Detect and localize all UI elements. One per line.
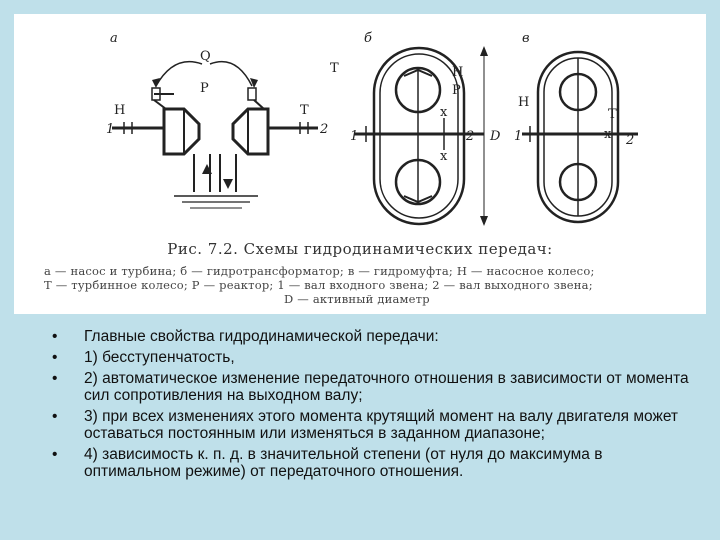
scheme-a [112,62,318,208]
figure-legend-line-3: D — активный диаметр [284,292,430,306]
label-t-v: Т [608,107,617,122]
label-h-a: Н [114,103,126,118]
label-1-v: 1 [514,129,523,144]
label-b: б [364,31,372,46]
label-2-v: 2 [626,133,635,148]
figure-panel [14,14,706,314]
figure-legend-line-1: а — насос и турбина; б — гидротрансформатор; в — гидромуфта; Н — насосное колесо; [44,264,595,278]
bullet-item: • 2) автоматическое изменение передаточного отношения в зависимости от момента сил сопротивления на выходном валу; [52,370,692,404]
label-h-v: Н [518,95,530,110]
bullet-item: • 3) при всех изменениях этого момента крутящий момент на валу двигателя может оставаться постоянным или изменяться в заданном диапазоне; [52,408,692,442]
label-t-a: Т [300,103,309,118]
label-d: D [490,129,501,144]
label-1-b: 1 [350,129,359,144]
label-p-a: Р [200,81,209,96]
label-h-b: Н [452,65,464,80]
label-x-b1: x [440,105,448,120]
label-2-a: 2 [320,122,329,137]
bullet-item: • Главные свойства гидродинамической передачи: [52,328,692,345]
figure-caption-title: Рис. 7.2. Схемы гидродинамических передач: [167,240,553,258]
scheme-v [522,52,638,222]
bullet-list [52,328,692,484]
bullet-item: • 1) бесступенчатость, [52,349,692,366]
label-2-b: 2 [466,129,475,144]
label-1-a: 1 [106,122,115,137]
label-a: а [110,31,118,46]
label-q: Q [200,49,211,64]
label-p-b: Р [452,83,461,98]
figure-legend-line-2: Т — турбинное колесо; Р — реактор; 1 — вал входного звена; 2 — вал выходного звена; [44,278,593,292]
label-x-b2: x [440,149,448,164]
label-x-v: x [604,127,612,142]
label-v: в [522,31,530,46]
bullet-item: • 4) зависимость к. п. д. в значительной степени (от нуля до максимума в оптимальном режиме) от передаточного отношения. [52,446,692,480]
label-t-b: Т [330,61,339,76]
